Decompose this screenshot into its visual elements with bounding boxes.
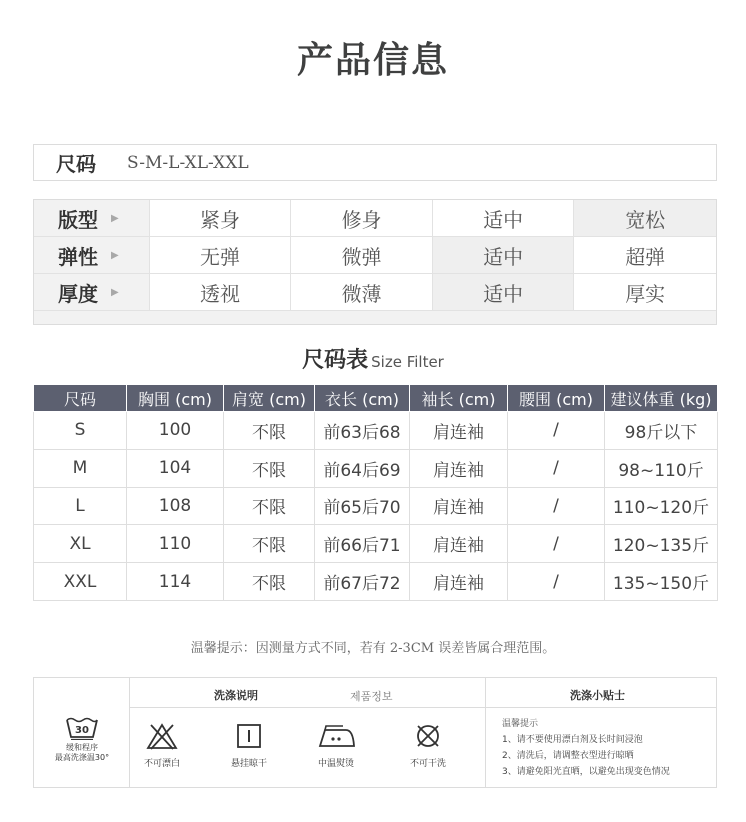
table-cell: 肩连袖 [410, 525, 508, 563]
medium-iron-symbol [296, 722, 376, 769]
table-cell: M [34, 449, 127, 487]
measurement-note: 温馨提示：因测量方式不同，若有 2-3CM 误差皆属合理范围。 [190, 641, 556, 656]
tip-item: 2、清洗后，请调整衣型进行晾晒 [502, 751, 634, 761]
attr-option: 无弹 [150, 237, 292, 273]
tip-item: 3、请避免阳光直晒，以避免出现变色情况 [502, 767, 670, 777]
column-header: 建议体重 (kg) [605, 385, 718, 412]
table-cell: L [34, 487, 127, 525]
table-cell: 110~120斤 [605, 487, 718, 525]
attr-option: 透视 [150, 274, 292, 310]
attr-option-selected: 适中 [433, 274, 575, 310]
product-info-title: 제품정보 [350, 690, 393, 703]
column-header: 袖长 (cm) [410, 385, 508, 412]
divider [485, 707, 716, 708]
table-cell: 不限 [224, 563, 315, 601]
table-cell: / [508, 449, 605, 487]
hang-dry-icon [235, 722, 263, 750]
table-cell: 135~150斤 [605, 563, 718, 601]
no-bleach-symbol [122, 722, 202, 769]
table-cell: XXL [34, 563, 127, 601]
table-cell: 不限 [224, 487, 315, 525]
attribute-grid [33, 199, 717, 325]
table-cell: 前64后69 [315, 449, 410, 487]
wash-tips [502, 716, 670, 780]
table-cell: / [508, 563, 605, 601]
table-cell: 100 [127, 412, 224, 450]
no-dry-clean-symbol [388, 722, 468, 769]
attr-label-elasticity: 弹性 [58, 244, 98, 269]
table-cell: 不限 [224, 525, 315, 563]
attr-row-fit [34, 200, 716, 237]
table-row [34, 487, 718, 525]
size-bar [33, 144, 717, 181]
attr-option: 微薄 [291, 274, 433, 310]
no-dry-clean-label: 不可干洗 [409, 759, 446, 769]
table-cell: 不限 [224, 449, 315, 487]
attr-option-selected: 宽松 [574, 200, 716, 236]
table-row [34, 412, 718, 450]
table-cell: 前67后72 [315, 563, 410, 601]
table-cell: 120~135斤 [605, 525, 718, 563]
column-header: 尺码 [34, 385, 127, 412]
medium-iron-icon [316, 722, 356, 750]
table-cell: 104 [127, 449, 224, 487]
column-header: 肩宽 (cm) [224, 385, 315, 412]
triangle-right-icon: ▶ [111, 249, 119, 261]
column-header: 衣长 (cm) [315, 385, 410, 412]
attr-row-elasticity [34, 237, 716, 274]
page-title: 产品信息 [296, 40, 449, 81]
table-cell: 98斤以下 [605, 412, 718, 450]
table-cell: 肩连袖 [410, 563, 508, 601]
attr-option-selected: 适中 [433, 237, 575, 273]
table-cell: / [508, 525, 605, 563]
triangle-right-icon: ▶ [111, 212, 119, 224]
washing-panel [33, 677, 717, 788]
wash-30-symbol [42, 716, 122, 763]
hang-dry-symbol [209, 722, 289, 769]
column-header: 腰围 (cm) [508, 385, 605, 412]
table-row [34, 449, 718, 487]
medium-iron-label: 中温熨烫 [317, 759, 354, 769]
table-cell: / [508, 412, 605, 450]
hang-dry-label: 悬挂晾干 [230, 759, 267, 769]
table-cell: 前66后71 [315, 525, 410, 563]
grid-footer-bar [34, 311, 716, 324]
wash-30-icon [65, 716, 99, 740]
table-cell: 前63后68 [315, 412, 410, 450]
table-cell: / [508, 487, 605, 525]
table-cell: 肩连袖 [410, 412, 508, 450]
attr-row-thickness [34, 274, 716, 311]
size-label: 尺码 [56, 152, 96, 176]
table-cell: 不限 [224, 412, 315, 450]
wash-30-caption-2: 最高洗涤温30° [54, 753, 110, 762]
wash-tips-title: 洗涤小贴士 [570, 689, 625, 702]
divider [485, 678, 486, 787]
table-row [34, 563, 718, 601]
svg-text:30: 30 [75, 725, 89, 736]
column-header: 胸围 (cm) [127, 385, 224, 412]
no-dry-clean-icon [413, 722, 443, 750]
table-cell: 114 [127, 563, 224, 601]
table-cell: 肩连袖 [410, 449, 508, 487]
size-chart-title-en: Size Filter [371, 353, 444, 371]
size-table [33, 384, 718, 601]
tips-heading: 温馨提示 [502, 719, 539, 729]
table-cell: 108 [127, 487, 224, 525]
no-bleach-icon [146, 722, 178, 750]
divider [129, 707, 485, 708]
attr-option: 紧身 [150, 200, 292, 236]
attr-label-fit: 版型 [58, 207, 98, 232]
attr-option: 修身 [291, 200, 433, 236]
table-cell: S [34, 412, 127, 450]
table-cell: XL [34, 525, 127, 563]
size-range-value: S-M-L-XL-XXL [127, 152, 249, 173]
table-row [34, 525, 718, 563]
wash-instructions-title: 洗涤说明 [214, 689, 258, 702]
table-cell: 110 [127, 525, 224, 563]
size-chart-title-zh: 尺码表 [302, 348, 369, 373]
size-chart-title [0, 343, 746, 374]
wash-30-caption-1: 缓和程序 [66, 743, 98, 752]
attr-option: 超弹 [625, 244, 666, 269]
attr-option: 微弹 [291, 237, 433, 273]
table-cell: 前65后70 [315, 487, 410, 525]
size-table-header [34, 385, 718, 412]
attr-option: 适中 [433, 200, 575, 236]
tip-item: 1、请不要使用漂白剂及长时间浸泡 [502, 735, 643, 745]
table-cell: 肩连袖 [410, 487, 508, 525]
attr-option: 厚实 [625, 281, 666, 306]
table-cell: 98~110斤 [605, 449, 718, 487]
triangle-right-icon: ▶ [111, 286, 119, 298]
no-bleach-label: 不可漂白 [143, 759, 180, 769]
attr-label-thickness: 厚度 [58, 281, 98, 306]
